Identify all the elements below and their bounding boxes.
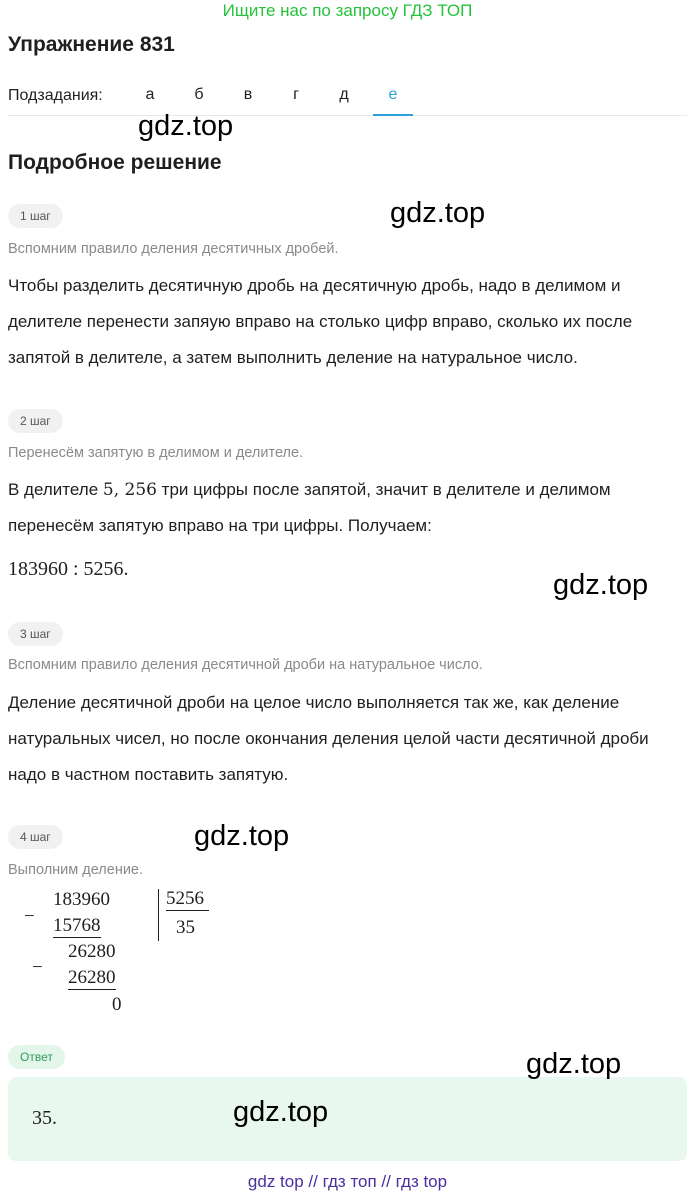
subtasks-bar (8, 80, 687, 116)
watermark: gdz.top (138, 110, 234, 142)
division-subtrahend-2: 26280 (68, 967, 116, 988)
step-4-badge: 4 шаг (8, 825, 63, 849)
division-subtrahend-1: 15768 (53, 915, 101, 936)
watermark: gdz.top (553, 569, 649, 601)
division-remainder-final: 0 (112, 994, 122, 1015)
top-banner: Ищите нас по запросу ГДЗ ТОП (222, 1, 473, 20)
section-title: Подробное решение (8, 151, 222, 174)
step-2-formula: 183960 : 5256. (8, 558, 129, 580)
division-quotient: 35 (176, 917, 195, 938)
step-2-text-after: три цифры после запятой, значит в делителе и делимом перенесём запятую вправо на три цифры. Получаем: (8, 480, 611, 535)
division-divisor: 5256 (166, 888, 209, 911)
division-remainder-1: 26280 (68, 941, 116, 962)
step-2-text (8, 472, 690, 544)
watermark: gdz.top (390, 197, 486, 229)
step-2-math: 5, 256 (102, 480, 157, 500)
tab-d[interactable]: д (339, 86, 349, 103)
step-2-badge: 2 шаг (8, 409, 63, 433)
footer-links[interactable]: gdz top // гдз топ // гдз top (247, 1172, 448, 1191)
step-4-hint: Выполним деление. (8, 862, 144, 878)
step-1-badge: 1 шаг (8, 204, 63, 228)
division-minus-2: − (32, 957, 43, 978)
subtasks-label: Подзадания: (8, 87, 103, 104)
tab-g[interactable]: г (293, 86, 299, 103)
step-1-hint: Вспомним правило деления десятичных дробей. (8, 241, 339, 257)
step-1-text: Чтобы разделить десятичную дробь на десятичную дробь, надо в делимом и делителе перенести запяую вправо на столько цифр вправо, сколько их после запятой в делителе, а затем выполнить деление на натуральное число. (8, 276, 633, 367)
division-vertical-bar (158, 889, 159, 941)
step-3-hint: Вспомним правило деления десятичной дроби на натуральное число. (8, 657, 483, 673)
tab-v[interactable]: в (243, 86, 253, 103)
division-dividend: 183960 (53, 889, 110, 910)
answer-badge: Ответ (8, 1045, 65, 1069)
answer-value: 35. (32, 1107, 57, 1129)
page-title: Упражнение 831 (8, 33, 175, 56)
watermark: gdz.top (233, 1096, 329, 1128)
tab-e-active[interactable]: е (373, 85, 413, 116)
step-3-text: Деление десятичной дроби на целое число выполняется так же, как деление натуральных чисел, но после окончания деления целой части десятичной дроби надо в частном поставить запятую. (8, 693, 649, 784)
answer-box (8, 1077, 687, 1161)
step-3-badge: 3 шаг (8, 622, 63, 646)
tab-a[interactable]: а (145, 86, 155, 103)
step-2-hint: Перенесём запятую в делимом и делителе. (8, 445, 304, 461)
step-2-text-before: В делителе (8, 480, 103, 499)
watermark: gdz.top (526, 1048, 622, 1080)
tab-b[interactable]: б (194, 86, 204, 103)
watermark: gdz.top (194, 820, 290, 852)
division-minus-1: − (24, 906, 35, 927)
